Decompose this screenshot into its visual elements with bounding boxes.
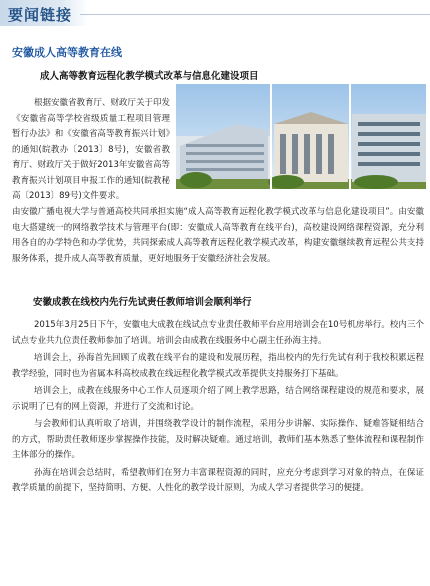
section-title[interactable]: 安徽成人高等教育在线 xyxy=(12,46,122,59)
header-divider xyxy=(80,14,430,15)
article1-paragraph-top: 根据安徽省教育厅、财政厅关于印发《安徽省高等学校省级质量工程项目管理暂行办法》和《安徽省高等教育振兴计划》的通知(皖教办〔2013〕8号)，安徽省教育厅、财政厅关于做好2013年安徽省高等教育振兴计划项目申报工作的通知(皖教秘高〔2013〕89号)文件要求。 xyxy=(12,98,171,201)
article2-paragraph: 培训会上，成教在线服务中心工作人员逐项介绍了网上教学思路，结合网络课程建设的规范和要求，展示说明了已有的网上资源，并进行了交流和讨论。 xyxy=(12,386,424,412)
article1-title[interactable]: 成人高等教育远程化教学模式改革与信息化建设项目 xyxy=(40,71,259,82)
article2-paragraph: 孙海在培训会总结时，希望教师们在努力丰富课程资源的同时，应充分考虑到学习对象的特点，在保证教学质量的前提下，坚持简明、方便、人性化的教学设计原则，为成人学习者提供学习的便捷。 xyxy=(12,467,424,493)
header-title: 要闻链接 xyxy=(8,6,73,24)
campus-photo xyxy=(176,84,426,189)
header-bar xyxy=(0,0,430,26)
article2-paragraph: 培训会上，孙海首先回顾了成教在线平台的建设和发展历程，指出校内的先行先试有利于我校积累远程教学经验，同时也为省属本科高校成教在线远程化教学模式改革提供支持服务打下基础。 xyxy=(12,353,424,379)
article2-body xyxy=(12,318,424,499)
article2-paragraph: 2015年3月25日下午，安徽电大成教在线试点专业责任教师平台应用培训会在10号机房举行。校内三个试点专业共九位责任教师参加了培训。培训会由成教在线服务中心副主任孙海主持。 xyxy=(12,320,424,346)
article2-title[interactable]: 安徽成教在线校内先行先试责任教师培训会顺利举行 xyxy=(33,297,252,308)
article2-paragraph: 与会教师们认真听取了培训，并围绕教学设计的制作流程，采用分步讲解、实际操作、疑难答疑相结合的方式，帮助责任教师逐步掌握操作技能，及时解决疑难。通过培训，教师们基本熟悉了整体流程和课程制作主体部分的操作。 xyxy=(12,419,424,460)
campus-photo-image xyxy=(176,84,426,189)
article1-paragraph-bottom: 由安徽广播电视大学与普通高校共同承担实施“成人高等教育远程化教学模式改革与信息化建设项目”。由安徽电大搭建统一的网络教学技术与管理平台(即：安徽成人高等教育在线平台)，高校建设网络课程资源，充分利用各自的办学特色和办学优势，共同探索成人高等教育远程化教学模式改革，构建安徽继续教育远程公共支持服务体系，提升成人高等教育质量，更好地服务于安徽经济社会发展。 xyxy=(12,207,424,264)
